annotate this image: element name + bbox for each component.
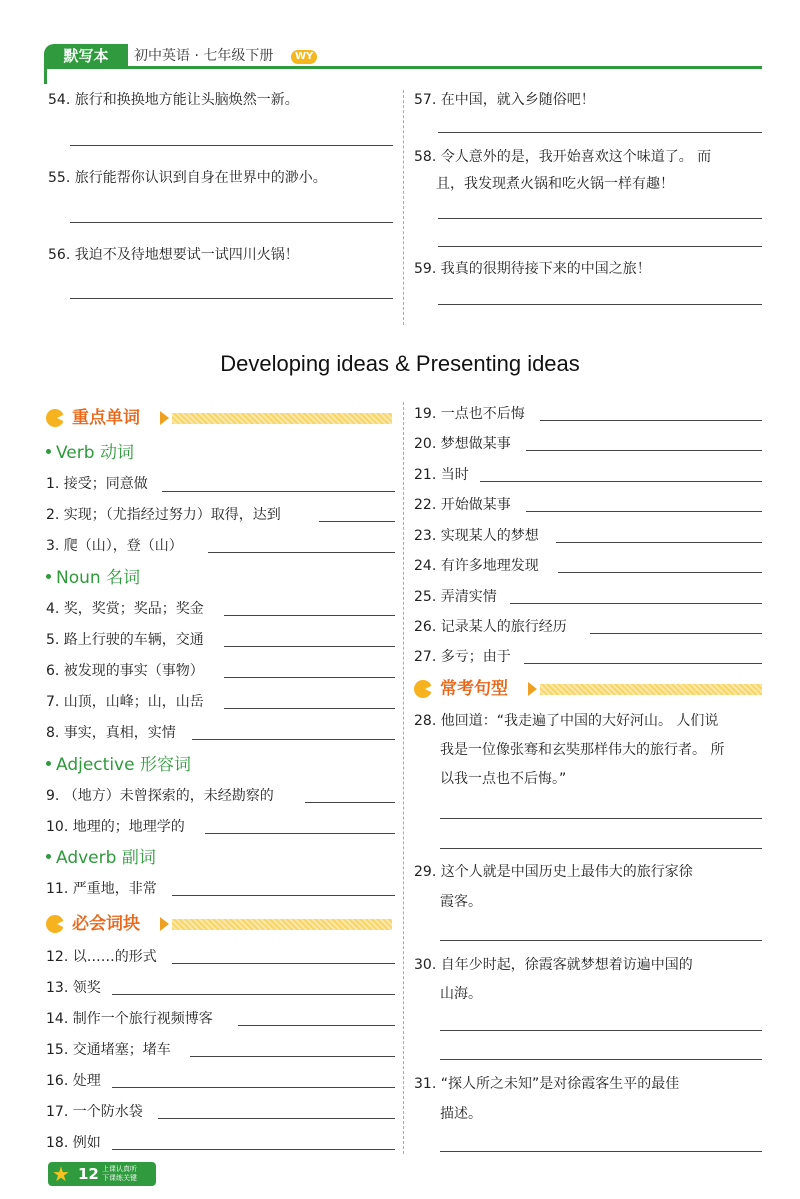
banner-stripe <box>172 413 392 424</box>
header-tab: 默写本 <box>44 44 128 68</box>
vocab-6: 6. 被发现的事实（事物） <box>46 663 204 679</box>
banner-stripe <box>540 684 762 695</box>
phrase-24: 24. 有许多地理发现 <box>414 558 539 574</box>
answer-line-21[interactable] <box>480 481 762 482</box>
answer-line-2[interactable] <box>319 521 395 522</box>
star-icon: ★ <box>52 1162 70 1186</box>
section-title: Developing ideas & Presenting ideas <box>220 351 580 376</box>
answer-line-55[interactable] <box>70 222 393 223</box>
answer-line-31[interactable] <box>440 1151 762 1152</box>
banner-stripe <box>172 919 392 930</box>
answer-line-17[interactable] <box>158 1118 395 1119</box>
phrase-13: 13. 领奖 <box>46 980 101 996</box>
answer-line-19[interactable] <box>540 420 762 421</box>
header-corner <box>44 66 47 84</box>
banner-label: 必会词块 <box>72 914 140 934</box>
answer-line-12[interactable] <box>172 963 395 964</box>
vocab-9: 9. （地方）未曾探索的，未经勘察的 <box>46 788 274 804</box>
answer-line-1[interactable] <box>162 491 395 492</box>
answer-line-59[interactable] <box>438 304 762 305</box>
answer-line-56[interactable] <box>70 298 393 299</box>
header-title: 初中英语 · 七年级下册 <box>134 48 274 64</box>
answer-line-54[interactable] <box>70 145 393 146</box>
answer-line-57[interactable] <box>438 132 762 133</box>
answer-line-26[interactable] <box>590 633 762 634</box>
phrase-19: 19. 一点也不后悔 <box>414 406 525 422</box>
vocab-1: 1. 接受；同意做 <box>46 476 148 492</box>
answer-line-3[interactable] <box>208 552 395 553</box>
answer-line-23[interactable] <box>556 542 762 543</box>
header-rule <box>44 66 762 69</box>
banner-phrases <box>46 913 392 935</box>
phrase-12: 12. 以……的形式 <box>46 949 157 965</box>
answer-line-24[interactable] <box>558 572 762 573</box>
phrase-18: 18. 例如 <box>46 1135 101 1151</box>
answer-line-29[interactable] <box>440 940 762 941</box>
vocab-4: 4. 奖，奖赏；奖品；奖金 <box>46 601 204 617</box>
answer-line-4[interactable] <box>224 615 395 616</box>
page-number: 12 <box>78 1165 99 1183</box>
vocab-2: 2. 实现；（尤指经过努力）取得，达到 <box>46 507 281 523</box>
category-adjective: Adjective 形容词 <box>46 754 191 776</box>
sentence-55: 55. 旅行能帮你认识到自身在世界中的渺小。 <box>48 170 327 186</box>
footer-slogan: 上课认真听 下课练关键 <box>102 1165 137 1182</box>
phrase-14: 14. 制作一个旅行视频博客 <box>46 1011 213 1027</box>
phrase-27: 27. 多亏；由于 <box>414 649 511 665</box>
arrow-icon <box>160 917 169 931</box>
answer-line-27[interactable] <box>524 663 762 664</box>
banner-label: 重点单词 <box>72 408 140 428</box>
arrow-icon <box>160 411 169 425</box>
sentence-28-line3: 以我一点也不后悔。” <box>440 771 567 787</box>
banner-sentences <box>414 678 762 700</box>
sentence-58-line2: 且，我发现煮火锅和吃火锅一样有趣！ <box>436 176 674 192</box>
pacman-icon <box>46 915 64 933</box>
arrow-icon <box>528 682 537 696</box>
pacman-icon <box>414 680 432 698</box>
sentence-28-line1: 28. 他回道：“我走遍了中国的大好河山。 人们说 <box>414 713 719 729</box>
phrase-26: 26. 记录某人的旅行经历 <box>414 619 567 635</box>
sentence-58-line1: 58. 令人意外的是，我开始喜欢这个味道了。 而 <box>414 149 712 165</box>
sentence-31-line2: 描述。 <box>440 1106 482 1122</box>
category-adverb: Adverb 副词 <box>46 847 156 869</box>
answer-line-30a[interactable] <box>440 1030 762 1031</box>
answer-line-28b[interactable] <box>440 848 762 849</box>
sentence-28-line2: 我是一位像张骞和玄奘那样伟大的旅行者。 所 <box>440 742 725 758</box>
answer-line-11[interactable] <box>172 895 395 896</box>
banner-label: 常考句型 <box>440 679 508 699</box>
answer-line-6[interactable] <box>224 677 395 678</box>
answer-line-18[interactable] <box>112 1149 395 1150</box>
phrase-16: 16. 处理 <box>46 1073 101 1089</box>
phrase-21: 21. 当时 <box>414 467 469 483</box>
vocab-8: 8. 事实，真相，实情 <box>46 725 176 741</box>
sentence-57: 57. 在中国，就入乡随俗吧！ <box>414 92 595 108</box>
answer-line-25[interactable] <box>510 603 762 604</box>
category-verb: Verb 动词 <box>46 442 134 464</box>
answer-line-9[interactable] <box>305 802 395 803</box>
answer-line-13[interactable] <box>112 994 395 995</box>
phrase-23: 23. 实现某人的梦想 <box>414 528 539 544</box>
vocab-7: 7. 山顶，山峰；山，山岳 <box>46 694 204 710</box>
vocab-11: 11. 严重地，非常 <box>46 881 157 897</box>
phrase-17: 17. 一个防水袋 <box>46 1104 143 1120</box>
answer-line-8[interactable] <box>192 739 395 740</box>
header-badge: WY <box>291 50 317 64</box>
answer-line-15[interactable] <box>190 1056 395 1057</box>
sentence-29-line2: 霞客。 <box>440 894 482 910</box>
sentence-31-line1: 31. “探人所之未知”是对徐霞客生平的最佳 <box>414 1076 680 1092</box>
answer-line-30b[interactable] <box>440 1059 762 1060</box>
answer-line-14[interactable] <box>238 1025 395 1026</box>
sentence-30-line2: 山海。 <box>440 986 482 1002</box>
sentence-54: 54. 旅行和换换地方能让头脑焕然一新。 <box>48 92 299 108</box>
sentence-59: 59. 我真的很期待接下来的中国之旅！ <box>414 261 651 277</box>
sentence-29-line1: 29. 这个人就是中国历史上最伟大的旅行家徐 <box>414 864 693 880</box>
answer-line-58a[interactable] <box>438 218 762 219</box>
answer-line-58b[interactable] <box>438 246 762 247</box>
answer-line-16[interactable] <box>112 1087 395 1088</box>
vocab-3: 3. 爬（山），登（山） <box>46 538 183 554</box>
answer-line-10[interactable] <box>205 833 395 834</box>
vocab-5: 5. 路上行驶的车辆，交通 <box>46 632 204 648</box>
pacman-icon <box>46 409 64 427</box>
answer-line-5[interactable] <box>224 646 395 647</box>
sentence-30-line1: 30. 自年少时起，徐霞客就梦想着访遍中国的 <box>414 957 693 973</box>
category-noun: Noun 名词 <box>46 567 140 589</box>
column-divider-bottom <box>403 402 404 1154</box>
phrase-20: 20. 梦想做某事 <box>414 436 511 452</box>
answer-line-28a[interactable] <box>440 818 762 819</box>
column-divider-top <box>403 90 404 325</box>
vocab-10: 10. 地理的；地理学的 <box>46 819 185 835</box>
answer-line-7[interactable] <box>224 708 395 709</box>
phrase-22: 22. 开始做某事 <box>414 497 511 513</box>
phrase-25: 25. 弄清实情 <box>414 589 497 605</box>
banner-key-words <box>46 407 392 429</box>
answer-line-20[interactable] <box>526 450 762 451</box>
phrase-15: 15. 交通堵塞；堵车 <box>46 1042 171 1058</box>
answer-line-22[interactable] <box>526 511 762 512</box>
sentence-56: 56. 我迫不及待地想要试一试四川火锅！ <box>48 247 299 263</box>
